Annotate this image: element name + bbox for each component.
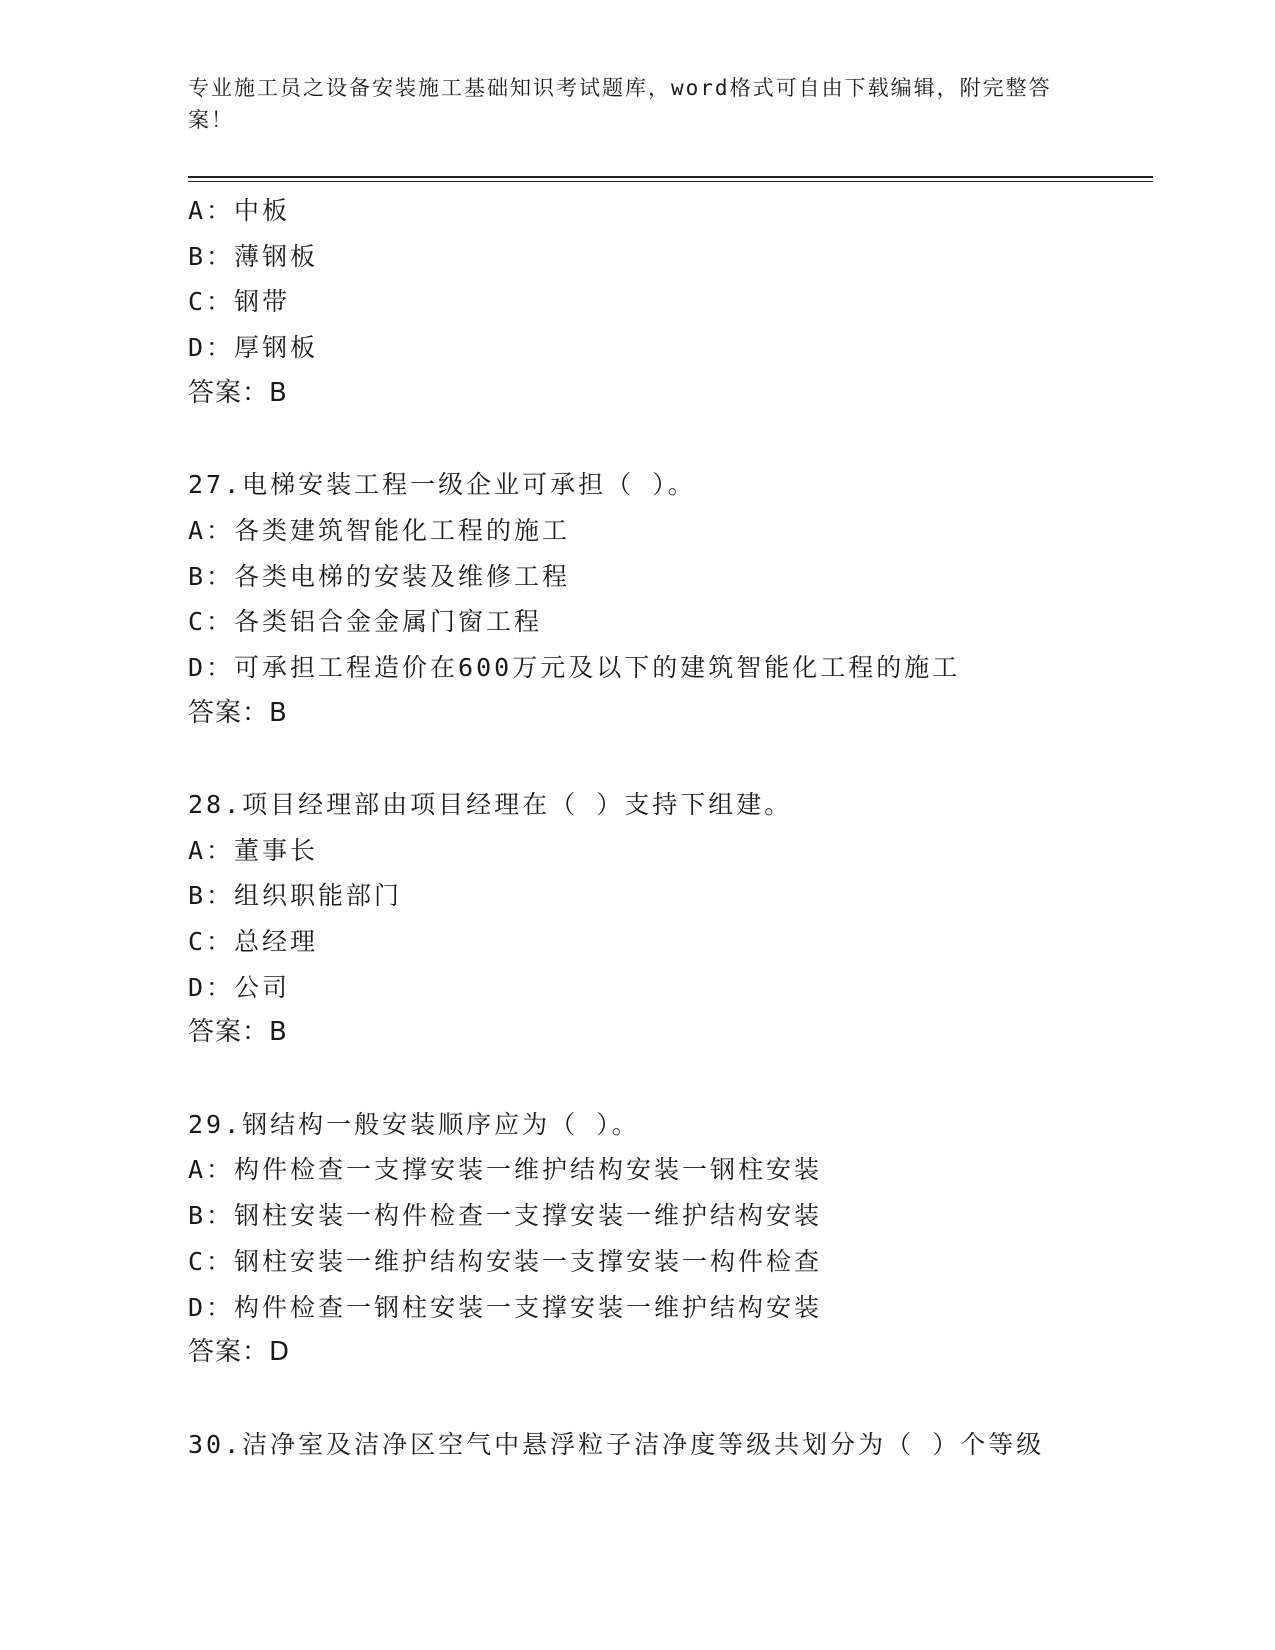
question-block bbox=[188, 462, 1188, 736]
option-d: D：可承担工程造价在600万元及以下的建筑智能化工程的施工 bbox=[188, 652, 961, 682]
question-block bbox=[188, 1422, 1188, 1468]
option-b: B：钢柱安装一构件检查一支撑安装一维护结构安装 bbox=[188, 1201, 823, 1231]
question-block bbox=[188, 1102, 1188, 1376]
question-text: 29.钢结构一般安装顺序应为（ ）。 bbox=[188, 1109, 640, 1139]
question-block bbox=[188, 782, 1188, 1056]
header-rule-thick bbox=[188, 176, 1153, 178]
spacer bbox=[188, 1056, 1188, 1102]
answer-line: 答案：D bbox=[188, 1337, 291, 1368]
option-c: C：各类铝合金金属门窗工程 bbox=[188, 607, 543, 637]
question-text: 30.洁净室及洁净区空气中悬浮粒子洁净度等级共划分为（ ）个等级 bbox=[188, 1429, 1045, 1459]
option-b: B：薄钢板 bbox=[188, 241, 319, 271]
answer-line: 答案：B bbox=[188, 1017, 288, 1048]
option-b: B：各类电梯的安装及维修工程 bbox=[188, 561, 571, 591]
spacer bbox=[188, 1376, 1188, 1422]
question-list bbox=[188, 188, 1188, 1467]
question-text: 27.电梯安装工程一级企业可承担（ ）。 bbox=[188, 470, 696, 500]
option-a: A：中板 bbox=[188, 196, 291, 225]
option-d: D：公司 bbox=[188, 972, 291, 1002]
option-d: D：构件检查一钢柱安装一支撑安装一维护结构安装 bbox=[188, 1292, 823, 1322]
option-c: C：钢柱安装一维护结构安装一支撑安装一构件检查 bbox=[188, 1246, 823, 1276]
option-a: A：董事长 bbox=[188, 835, 319, 865]
option-a: A：构件检查一支撑安装一维护结构安装一钢柱安装 bbox=[188, 1155, 823, 1185]
header-rule-thin bbox=[188, 181, 1153, 182]
answer-line: 答案：B bbox=[188, 377, 288, 408]
option-c: C：总经理 bbox=[188, 927, 319, 956]
question-block bbox=[188, 188, 1188, 416]
spacer bbox=[188, 416, 1188, 462]
option-a: A：各类建筑智能化工程的施工 bbox=[188, 515, 571, 545]
option-d: D：厚钢板 bbox=[188, 333, 319, 363]
option-b: B：组织职能部门 bbox=[188, 881, 403, 911]
document-header: 专业施工员之设备安装施工基础知识考试题库，word格式可自由下载编辑，附完整答案！ bbox=[188, 76, 1052, 132]
question-text: 28.项目经理部由项目经理在（ ）支持下组建。 bbox=[188, 789, 793, 819]
option-c: C：钢带 bbox=[188, 287, 291, 317]
answer-line: 答案：B bbox=[188, 697, 288, 728]
spacer bbox=[188, 736, 1188, 782]
